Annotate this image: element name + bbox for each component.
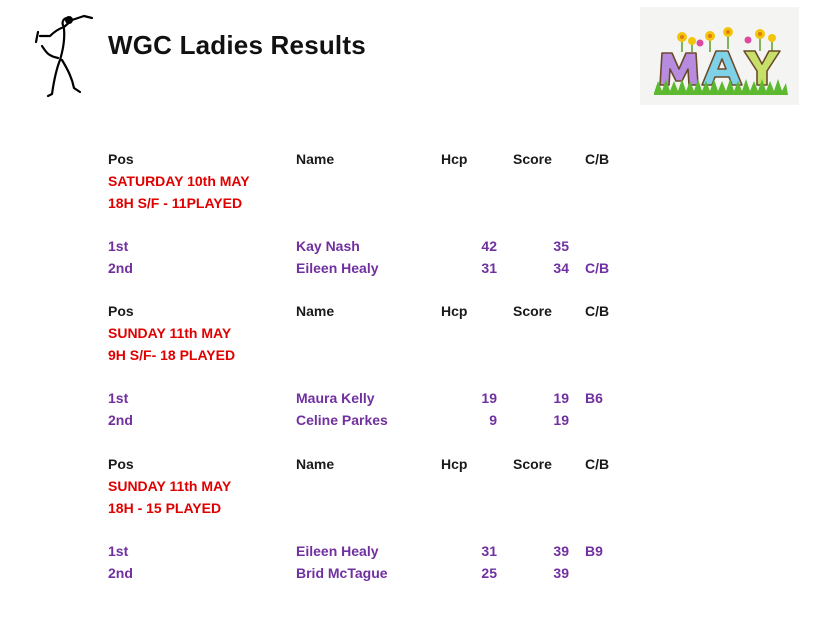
result-row (0, 541, 829, 561)
competition-date-text: SATURDAY 10th MAY (108, 173, 250, 189)
results-header-row (0, 149, 829, 169)
result-name: Celine Parkes (296, 412, 388, 428)
result-row (0, 410, 829, 430)
competition-format (0, 193, 829, 213)
competition-date (0, 476, 829, 496)
result-hcp: 25 (481, 565, 497, 581)
result-row (0, 236, 829, 256)
results-header-row (0, 454, 829, 474)
page-title: WGC Ladies Results (108, 30, 366, 60)
result-score: 39 (553, 543, 569, 559)
result-hcp: 31 (481, 260, 497, 276)
column-score-header: Score (513, 456, 552, 472)
column-hcp-header: Hcp (441, 303, 468, 319)
column-cb-header: C/B (585, 151, 610, 167)
competition-format-text: 18H S/F - 11PLAYED (108, 195, 243, 211)
result-pos: 2nd (108, 260, 133, 276)
result-pos: 1st (108, 390, 129, 406)
result-name: Maura Kelly (296, 390, 375, 406)
result-hcp: 9 (489, 412, 497, 428)
column-hcp-header: Hcp (441, 151, 468, 167)
column-pos-header: Pos (108, 151, 134, 167)
column-pos-header: Pos (108, 456, 134, 472)
competition-format (0, 498, 829, 518)
result-pos: 2nd (108, 412, 133, 428)
result-score: 19 (553, 390, 569, 406)
competition-format (0, 345, 829, 365)
result-row (0, 563, 829, 583)
competition-date-text: SUNDAY 11th MAY (108, 478, 232, 494)
result-cb: B6 (585, 390, 603, 406)
result-name: Kay Nash (296, 238, 360, 254)
column-name-header: Name (296, 456, 335, 472)
result-hcp: 42 (481, 238, 497, 254)
result-name: Brid McTague (296, 565, 388, 581)
results-header-row (0, 301, 829, 321)
result-score: 35 (553, 238, 569, 254)
result-score: 19 (553, 412, 569, 428)
column-name-header: Name (296, 151, 335, 167)
result-pos: 1st (108, 543, 129, 559)
column-score-header: Score (513, 151, 552, 167)
column-name-header: Name (296, 303, 335, 319)
result-score: 34 (553, 260, 569, 276)
column-pos-header: Pos (108, 303, 134, 319)
result-name: Eileen Healy (296, 543, 379, 559)
competition-format-text: 9H S/F- 18 PLAYED (108, 347, 236, 363)
competition-date-text: SUNDAY 11th MAY (108, 325, 232, 341)
competition-date (0, 171, 829, 191)
result-row (0, 258, 829, 278)
result-cb: C/B (585, 260, 610, 276)
result-pos: 1st (108, 238, 129, 254)
column-score-header: Score (513, 303, 552, 319)
result-pos: 2nd (108, 565, 133, 581)
result-name: Eileen Healy (296, 260, 379, 276)
column-cb-header: C/B (585, 303, 610, 319)
result-score: 39 (553, 565, 569, 581)
result-cb: B9 (585, 543, 603, 559)
competition-date (0, 323, 829, 343)
column-hcp-header: Hcp (441, 456, 468, 472)
result-row (0, 388, 829, 408)
competition-format-text: 18H - 15 PLAYED (108, 500, 222, 516)
result-hcp: 31 (481, 543, 497, 559)
column-cb-header: C/B (585, 456, 610, 472)
result-hcp: 19 (481, 390, 497, 406)
